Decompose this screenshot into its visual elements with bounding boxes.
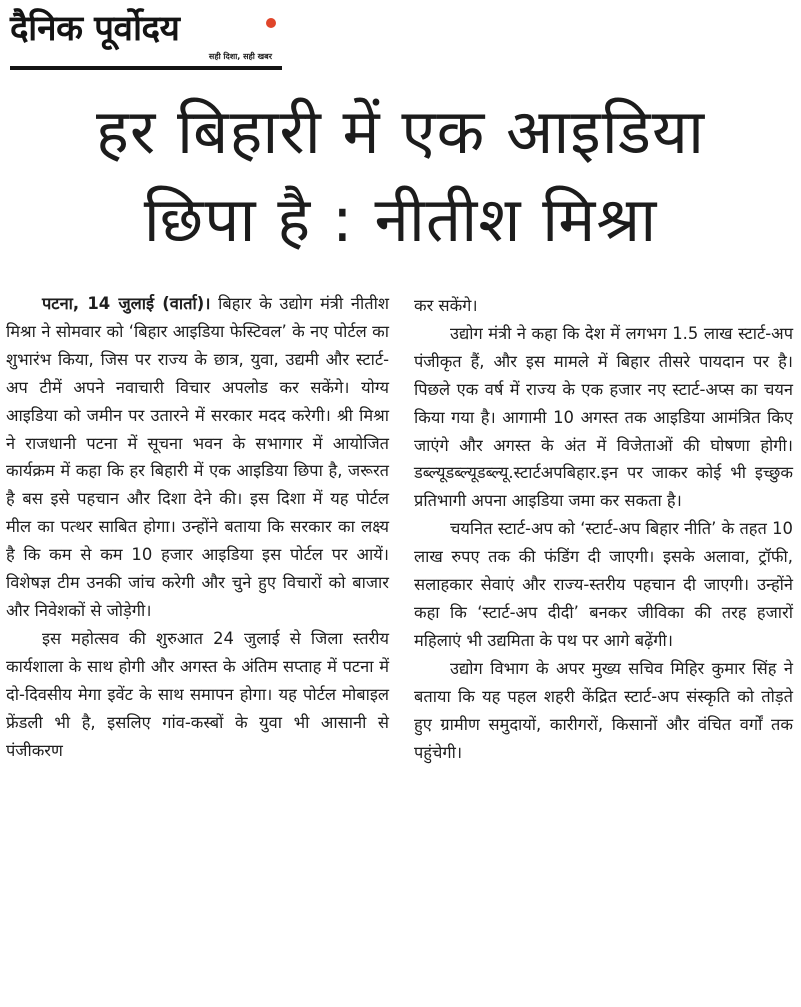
article-headline <box>0 88 801 264</box>
masthead-tagline: सही दिशा, सही खबर <box>208 52 272 61</box>
newspaper-logo: दैनिक पूर्वोदय <box>10 9 180 49</box>
headline-line-1: हर बिहारी में एक आइडिया <box>96 95 705 168</box>
article-paragraph <box>6 290 389 625</box>
dateline: पटना, 14 जुलाई (वार्ता)। <box>42 294 211 313</box>
article-paragraph: चयनित स्टार्ट-अप को ‘स्टार्ट-अप बिहार नीति’ के तहत 10 लाख रुपए तक की फंडिंग दी जाएगी। इसके अलावा, ट्रॉफी, सलाहकार सेवाएं और राज्य-स्तरीय पहचान दी जाएगी। उन्होंने कहा कि ‘स्टार्ट-अप दीदी’ बनकर जीविका की तरह हजारों महिलाएं भी उद्यमिता के पथ पर आगे बढ़ेंगी। <box>414 519 793 650</box>
article-paragraph: कर सकेंगे। <box>414 296 478 315</box>
article-paragraph: उद्योग विभाग के अपर मुख्य सचिव मिहिर कुमार सिंह ने बताया कि यह पहल शहरी केंद्रित स्टार्ट-अप संस्कृति को तोड़ते हुए ग्रामीण समुदायों, कारीगरों, किसानों और वंचित वर्गों तक पहुंचेगी। <box>414 658 793 762</box>
headline-line-2: छिपा है : नीतीश मिश्रा <box>143 183 658 256</box>
masthead-rule <box>10 66 282 70</box>
logo-dot-icon <box>266 18 276 28</box>
article-paragraph: उद्योग मंत्री ने कहा कि देश में लगभग 1.5 लाख स्टार्ट-अप पंजीकृत हैं, और इस मामले में बिहार तीसरे पायदान पर है। पिछले एक वर्ष में राज्य के एक हजार नए स्टार्ट-अप्स का चयन किया गया है। आगामी 10 अगस्त तक आइडिया आमंत्रित किए जाएंगे और अगस्त के अंत में विजेताओं की घोषणा होगी। डब्ल्यूडब्ल्यूडब्ल्यू.स्टार्टअपबिहार.इन पर जाकर कोई भी इच्छुक प्रतिभागी अपना आइडिया जमा कर सकता है। <box>414 323 793 511</box>
article-paragraph: इस महोत्सव की शुरुआत 24 जुलाई से जिला स्तरीय कार्यशाला के साथ होगी और अगस्त के अंतिम सप्ताह में पटना में दो-दिवसीय मेगा इवेंट के साथ समापन होगा। यह पोर्टल मोबाइल फ्रेंडली भी है, इसलिए गांव-कस्बों के युवा भी आसानी से पंजीकरण <box>6 628 389 760</box>
article-column-right <box>414 292 793 766</box>
article-column-left <box>6 290 389 764</box>
masthead <box>10 6 282 74</box>
paragraph-text: बिहार के उद्योग मंत्री नीतीश मिश्रा ने सोमवार को ‘बिहार आइडिया फेस्टिवल’ के नए पोर्टल का शुभारंभ किया, जिस पर राज्य के छात्र, युवा, उद्यमी और स्टार्ट-अप टीमें अपने नवाचारी विचार अपलोड कर सकेंगे। योग्य आइडिया को जमीन पर उतारने में सरकार मदद करेगी। श्री मिश्रा ने राजधानी पटना में सूचना भवन के सभागार में आयोजित कार्यक्रम में कहा कि हर बिहारी में एक आइडिया छिपा है, जरूरत है बस इसे पहचान और दिशा देने की। इस दिशा में यह पोर्टल मील का पत्थर साबित होगा। उन्होंने बताया कि सरकार का लक्ष्य है कि कम से कम 10 हजार आइडिया इस पोर्टल पर आयें। विशेषज्ञ टीम उनकी जांच करेगी और चुने हुए विचारों को बाजार और निवेशकों से जोड़ेगी। <box>6 294 389 620</box>
